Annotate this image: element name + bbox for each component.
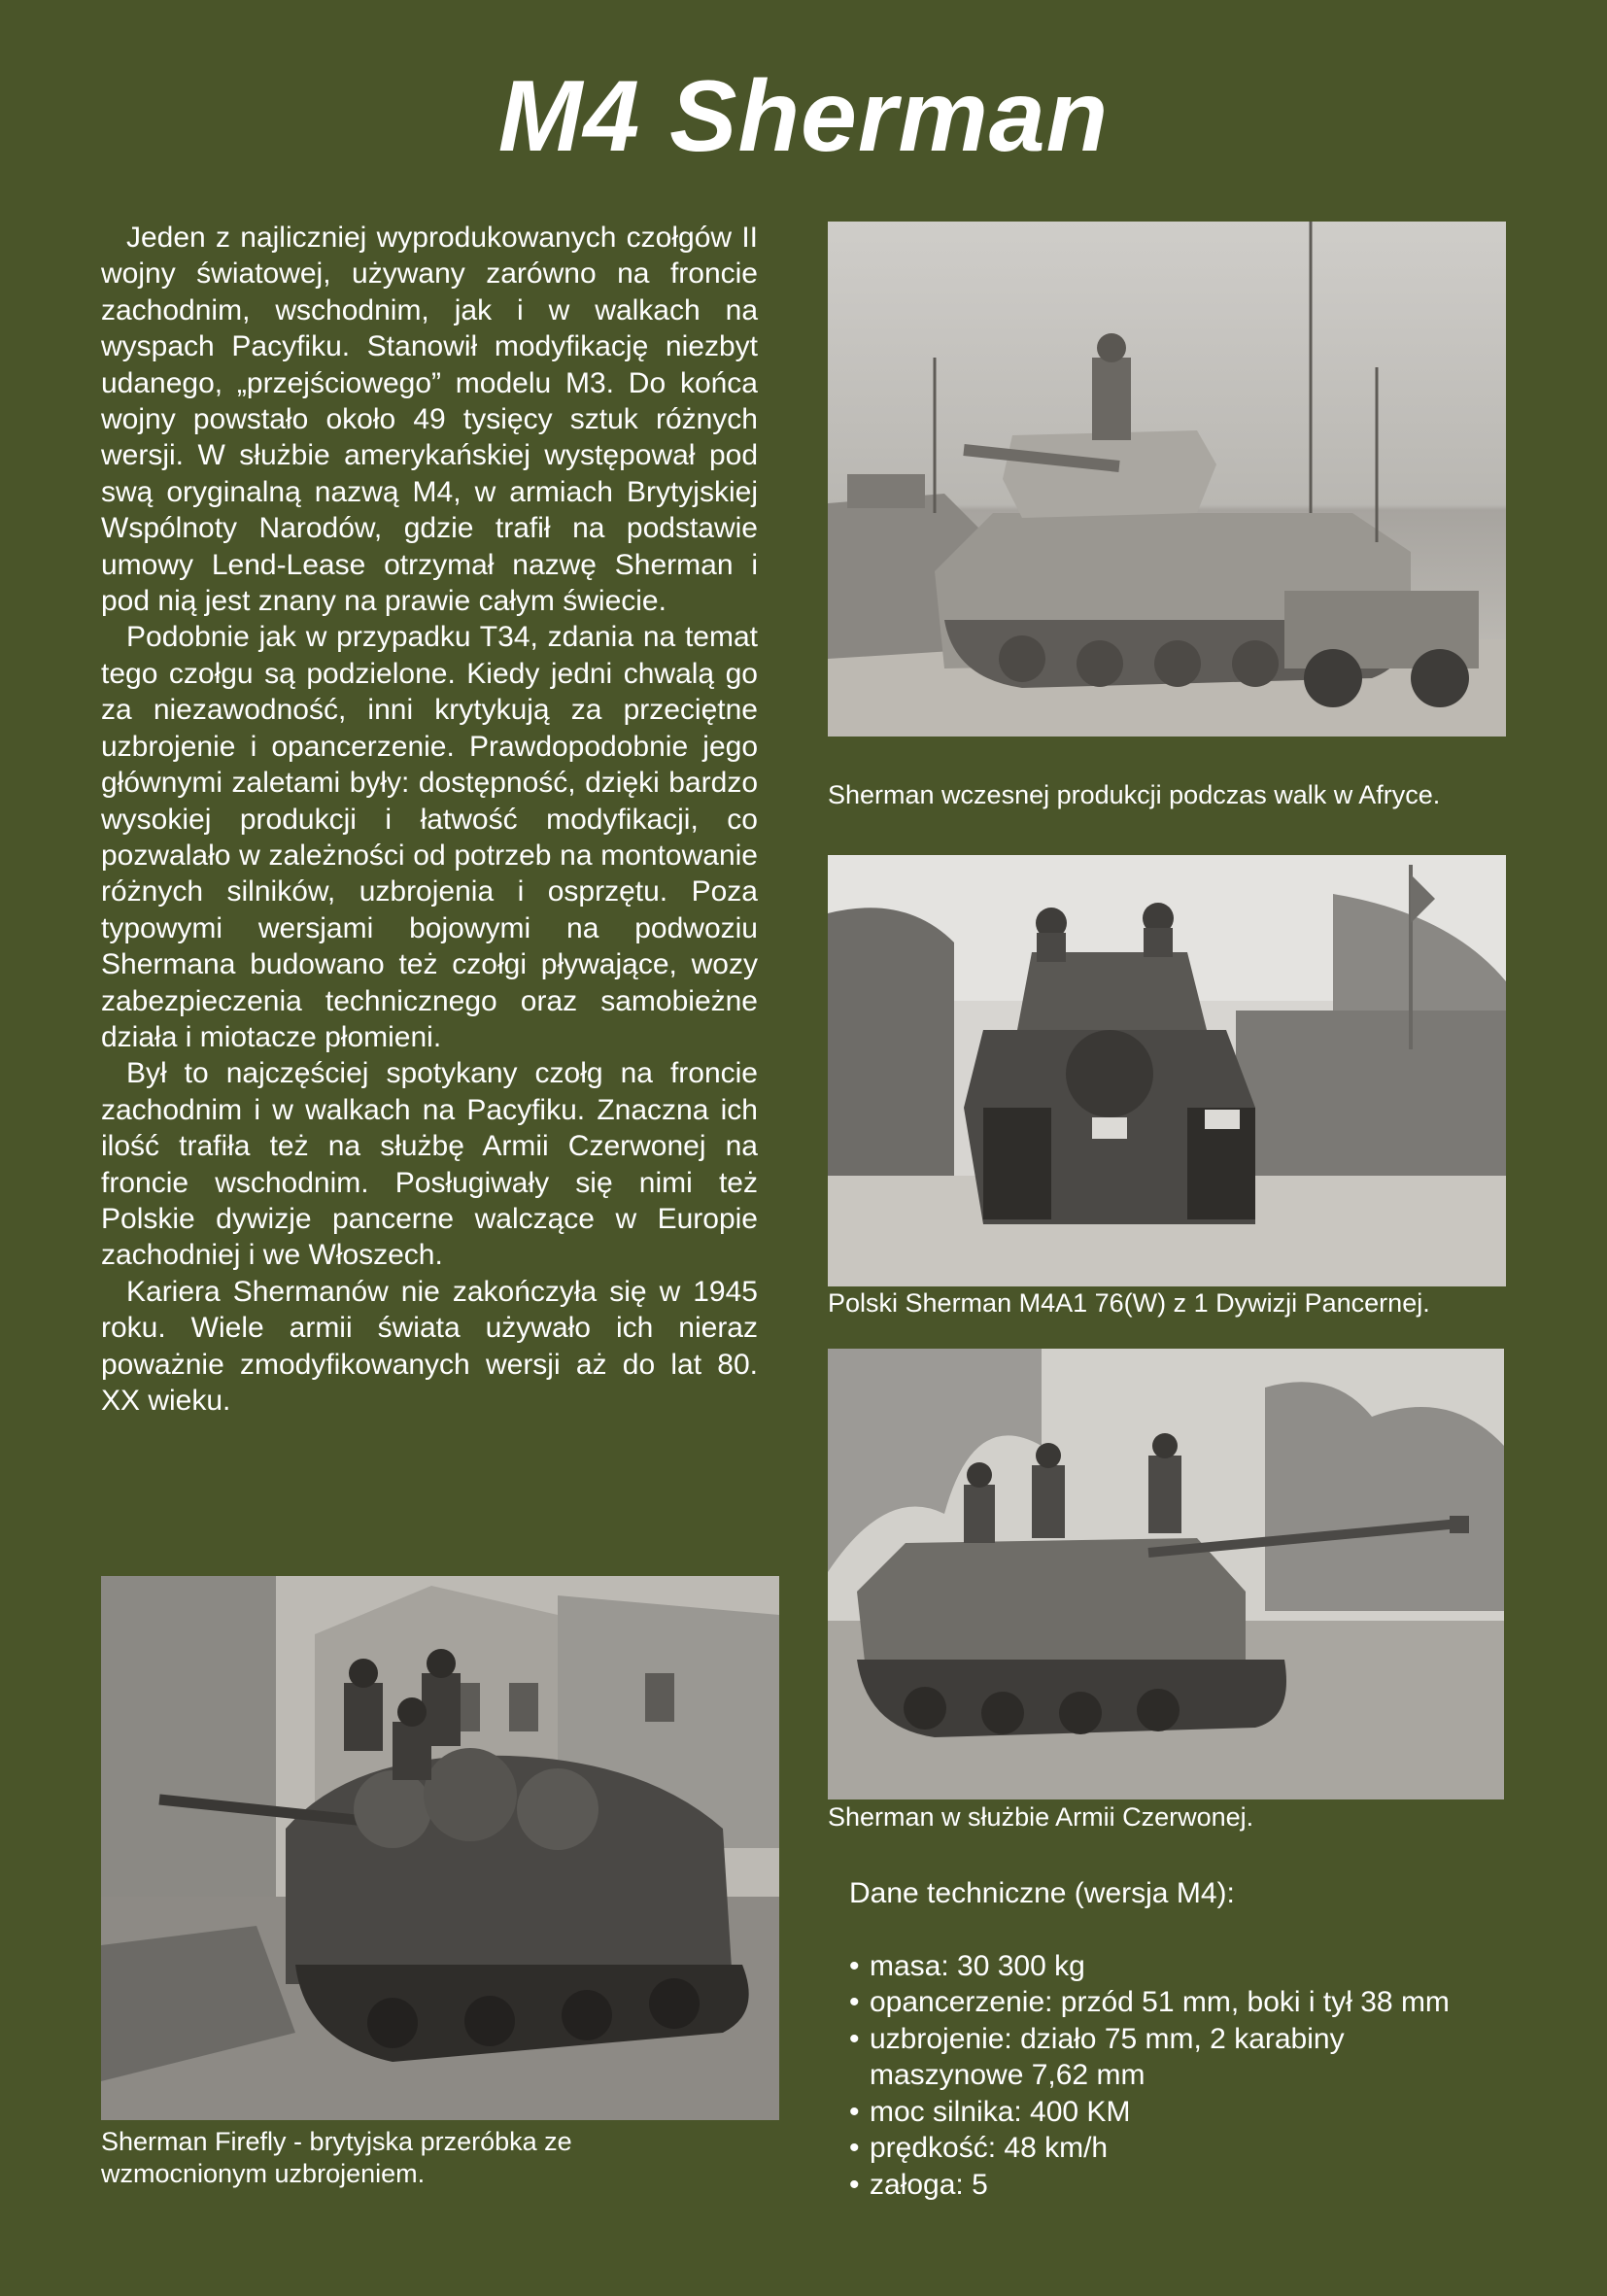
article-paragraph: Jeden z najliczniej wyprodukowanych czołgów II wojny światowej, używany zarówno na froncie zachodnim, wschodnim, jak i w walkach na wyspach Pacyfiku. Stanowił modyfikację niezbyt udanego, „przejściowego” modelu M3. Do końca wojny powstało około 49 tysięcy sztuk różnych wersji. W służbie amerykańskiej występował pod swą oryginalną nazwą M4, w armiach Brytyjskiej Wspólnoty Narodów, gdzie trafił na podstawie umowy Lend-Lease otrzymał nazwę Sherman i pod nią jest znany na prawie całym świecie. <box>101 222 758 618</box>
article-text <box>101 220 758 1419</box>
technical-specs <box>849 1875 1452 2203</box>
spec-item-speed: • prędkość: 48 km/h <box>849 2130 1452 2167</box>
page-title: M4 Sherman <box>497 60 1110 173</box>
photo-caption-africa: Sherman wczesnej produkcji podczas walk w Afryce. <box>828 780 1441 809</box>
specs-heading: Dane techniczne (wersja M4): <box>849 1877 1235 1909</box>
spec-item-armor: • opancerzenie: przód 51 mm, boki i tył 38 mm <box>849 1984 1452 2021</box>
photo-firefly <box>101 1576 779 2120</box>
photo-caption-polish: Polski Sherman M4A1 76(W) z 1 Dywizji Pancernej. <box>828 1288 1430 1318</box>
specs-list <box>849 1948 1452 2204</box>
photo-red-army <box>828 1349 1504 1799</box>
photo-caption-red-army: Sherman w służbie Armii Czerwonej. <box>828 1802 1254 1832</box>
article-paragraph: Podobnie jak w przypadku T34, zdania na temat tego czołgu są podzielone. Kiedy jedni chwalą go za niezawodność, inni krytykują za przeciętne uzbrojenie i opancerzenie. Prawdopodobnie jego głównymi zaletami były: dostępność, dzięki bardzo wysokiej produkcji i łatwość modyfikacji, co pozwalało w zależności od potrzeb na montowanie różnych silników, uzbrojenia i osprzętu. Poza typowymi wersjami bojowymi na podwoziu Shermana budowano też czołgi pływające, wozy zabezpieczenia technicznego oraz samobieżne działa i miotacze płomieni. <box>101 621 758 1053</box>
photo-africa <box>828 222 1506 737</box>
photo-polish-sherman <box>828 855 1506 1286</box>
spec-item-crew: • załoga: 5 <box>849 2167 1452 2204</box>
spec-item-mass: • masa: 30 300 kg <box>849 1948 1452 1985</box>
photo-caption-firefly: Sherman Firefly - brytyjska przeróbka ze wzmocnionym uzbrojeniem. <box>101 2127 572 2188</box>
spec-item-engine-power: • moc silnika: 400 KM <box>849 2094 1452 2131</box>
article-paragraph: Był to najczęściej spotykany czołg na froncie zachodnim i w walkach na Pacyfiku. Znaczna ich ilość trafiła też na służbę Armii Czerwonej na froncie wschodnim. Posługiwały się nimi też Polskie dywizje pancerne walczące w Europie zachodniej i we Włoszech. <box>101 1057 758 1272</box>
article-paragraph: Kariera Shermanów nie zakończyła się w 1945 roku. Wiele armii świata używało ich nieraz poważnie zmodyfikowanych wersji aż do lat 80. XX wieku. <box>101 1275 758 1417</box>
spec-item-armament: • uzbrojenie: działo 75 mm, 2 karabiny maszynowe 7,62 mm <box>849 2021 1452 2094</box>
